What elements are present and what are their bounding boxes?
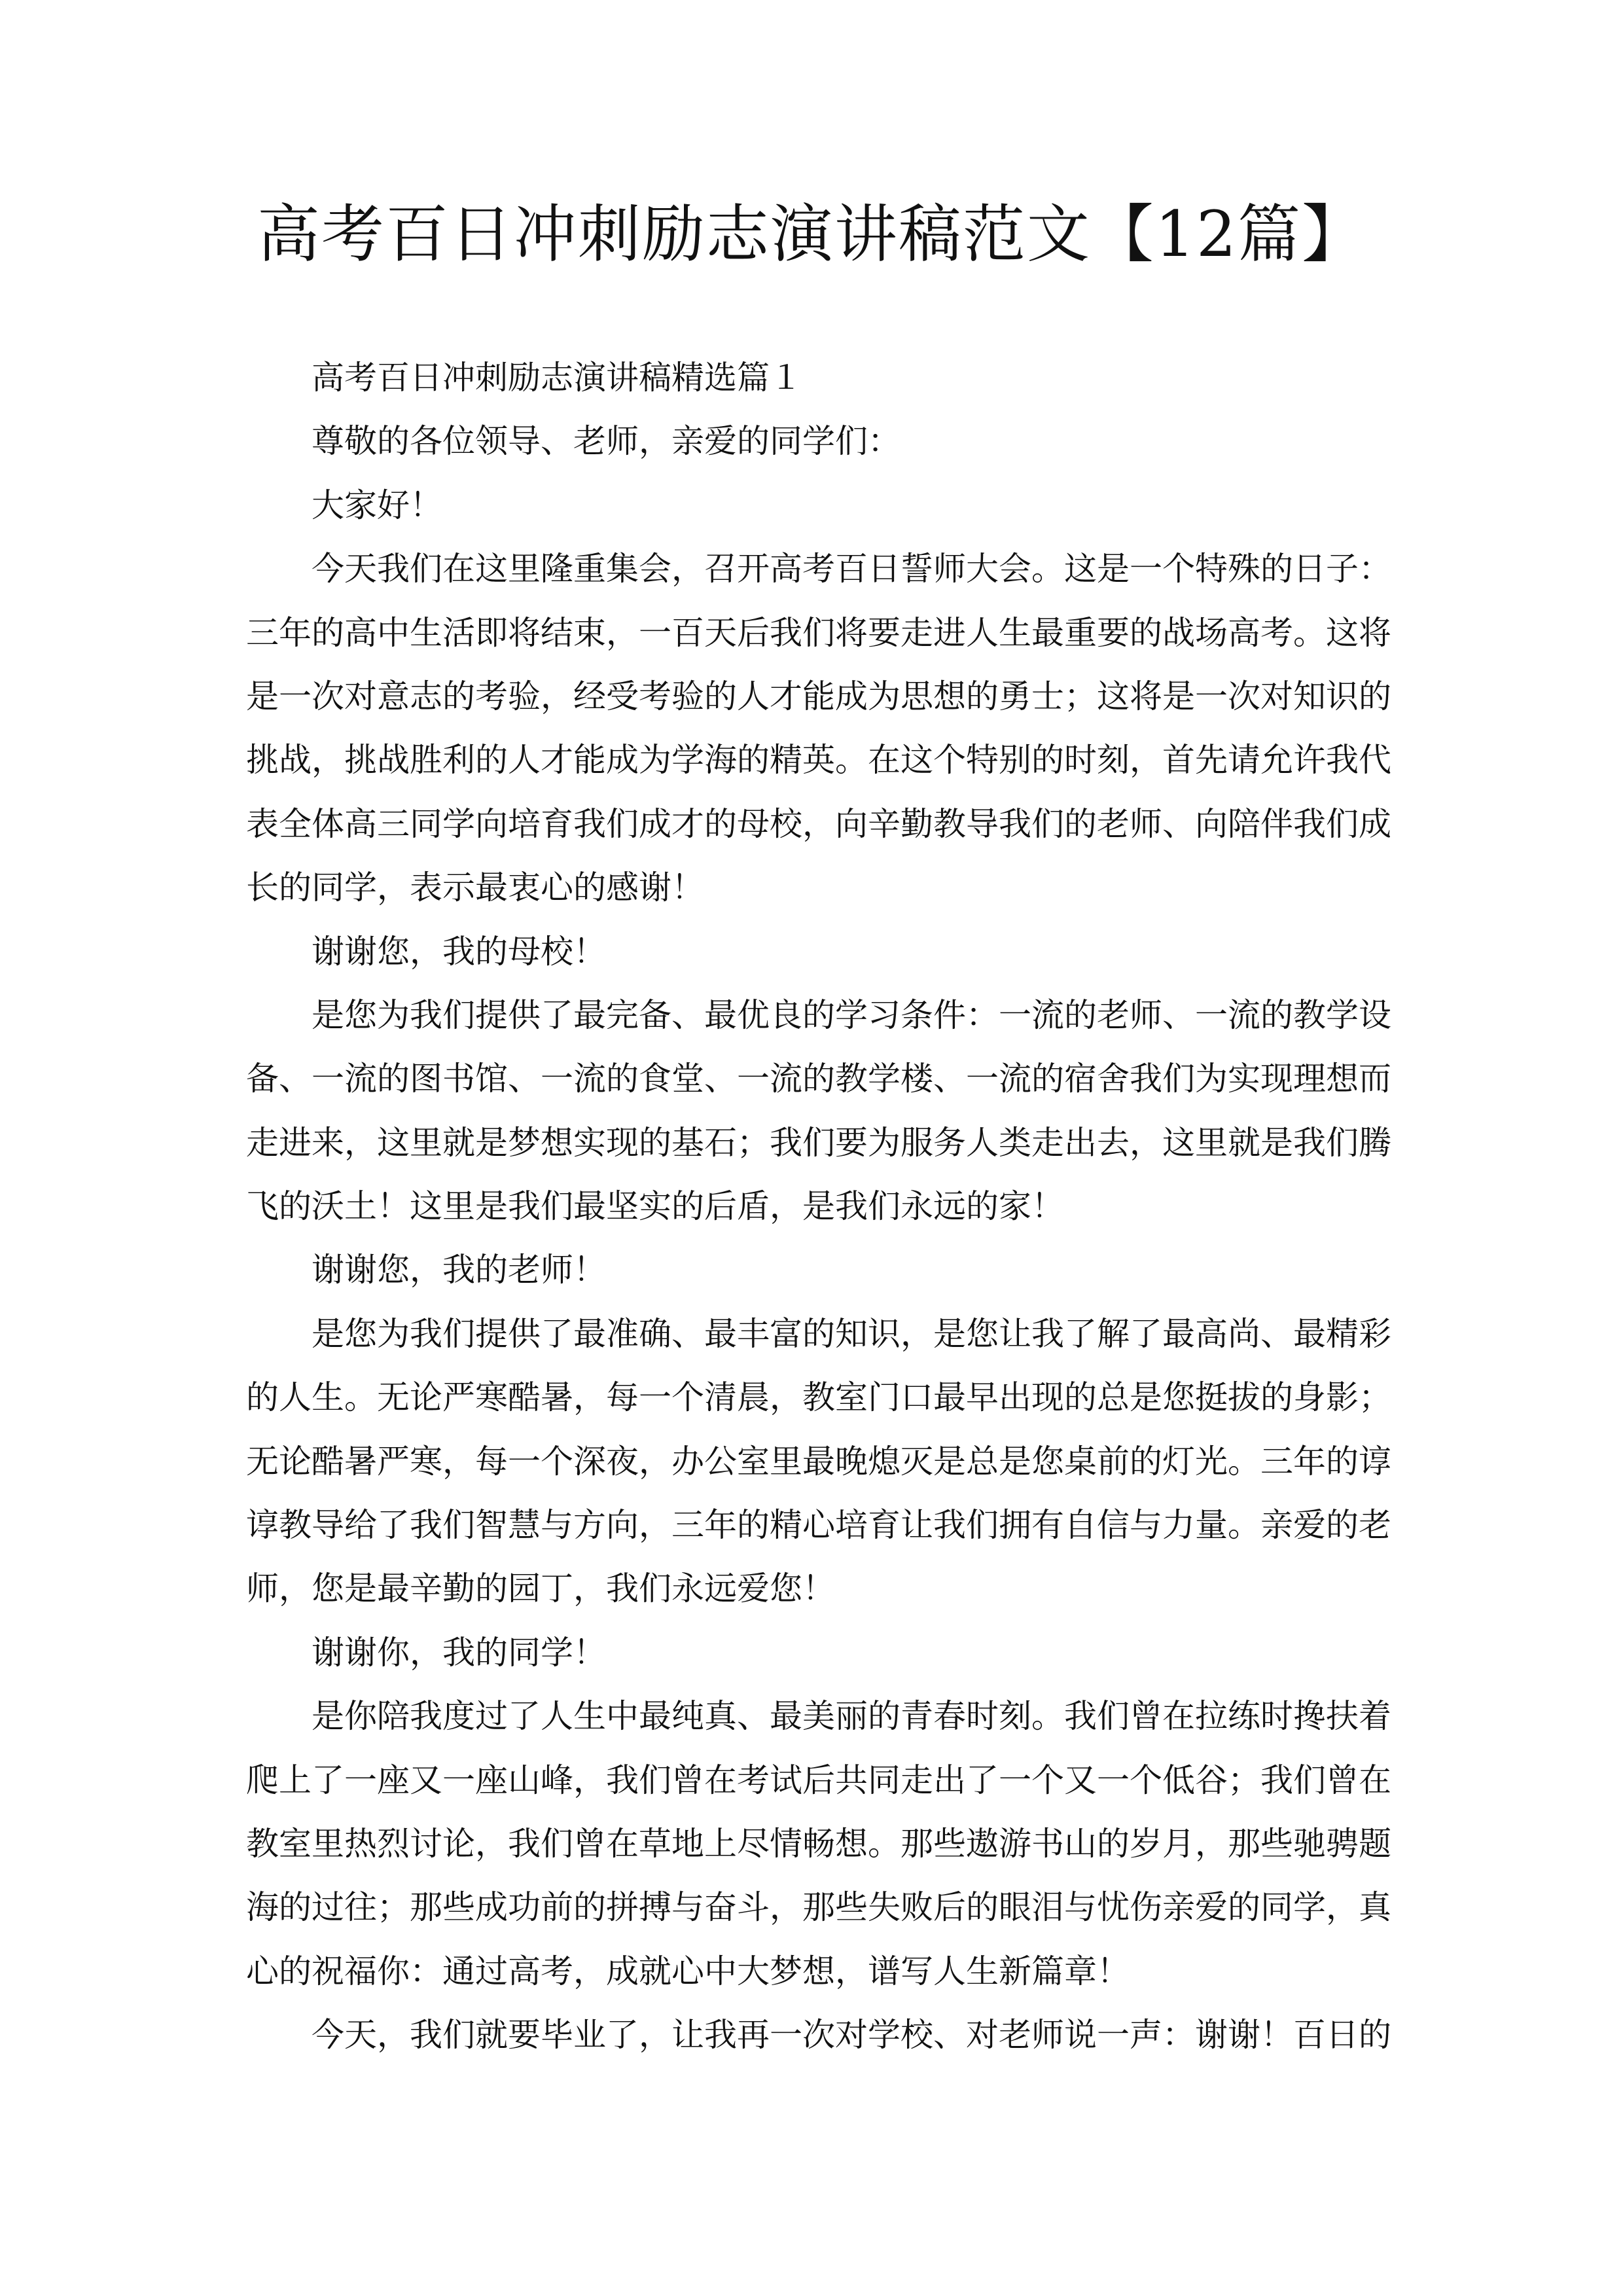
text-line: 无论酷暑严寒，每一个深夜，办公室里最晚熄灭是总是您桌前的灯光。三年的谆	[246, 1442, 1391, 1480]
text-line: 海的过往；那些成功前的拼搏与奋斗，那些失败后的眼泪与忧伤亲爱的同学，真	[246, 1888, 1391, 1927]
text-line: 尊敬的各位领导、老师，亲爱的同学们：	[312, 422, 901, 461]
text-line: 的人生。无论严寒酷暑，每一个清晨，教室门口最早出现的总是您挺拔的身影；	[246, 1378, 1391, 1417]
text-line: 是您为我们提供了最完备、最优良的学习条件：一流的老师、一流的教学设	[312, 996, 1391, 1034]
text-line: 备、一流的图书馆、一流的食堂、一流的教学楼、一流的宿舍我们为实现理想而	[246, 1060, 1391, 1098]
text-line: 三年的高中生活即将结束，一百天后我们将要走进人生最重要的战场高考。这将	[246, 613, 1391, 652]
text-line: 爬上了一座又一座山峰，我们曾在考试后共同走出了一个又一个低谷；我们曾在	[246, 1761, 1391, 1799]
text-line: 师，您是最辛勤的园丁，我们永远爱您！	[246, 1570, 835, 1608]
text-line: 表全体高三同学向培育我们成才的母校，向辛勤教导我们的老师、向陪伴我们成	[246, 804, 1391, 843]
section-heading: 高考百日冲刺励志演讲稿精选篇１	[312, 359, 802, 397]
text-line: 今天我们在这里隆重集会，召开高考百日誓师大会。这是一个特殊的日子：	[312, 550, 1391, 588]
text-line: 是您为我们提供了最准确、最丰富的知识，是您让我了解了最高尚、最精彩	[312, 1314, 1391, 1353]
text-line: 心的祝福你：通过高考，成就心中大梦想，谱写人生新篇章！	[246, 1952, 1130, 1990]
text-line: 挑战，挑战胜利的人才能成为学海的精英。在这个特别的时刻，首先请允许我代	[246, 741, 1391, 780]
text-line: 谢谢您，我的老师！	[312, 1251, 606, 1289]
text-line: 长的同学，表示最衷心的感谢！	[246, 869, 704, 907]
text-line: 谆教导给了我们智慧与方向，三年的精心培育让我们拥有自信与力量。亲爱的老	[246, 1506, 1391, 1545]
text-line: 走进来，这里就是梦想实现的基石；我们要为服务人类走出去，这里就是我们腾	[246, 1123, 1391, 1162]
text-line: 飞的沃土！这里是我们最坚实的后盾，是我们永远的家！	[246, 1187, 1064, 1226]
text-line: 教室里热烈讨论，我们曾在草地上尽情畅想。那些遨游书山的岁月，那些驰骋题	[246, 1824, 1391, 1863]
text-line: 谢谢你，我的同学！	[312, 1633, 606, 1672]
document-body	[246, 359, 1391, 2083]
text-line: 谢谢您，我的母校！	[312, 932, 606, 971]
text-line: 大家好！	[312, 486, 442, 524]
text-line: 是你陪我度过了人生中最纯真、最美丽的青春时刻。我们曾在拉练时搀扶着	[312, 1697, 1391, 1736]
text-line: 今天，我们就要毕业了，让我再一次对学校、对老师说一声：谢谢！百日的	[312, 2016, 1391, 2054]
text-line: 是一次对意志的考验，经受考验的人才能成为思想的勇士；这将是一次对知识的	[246, 677, 1391, 715]
document-title: 高考百日冲刺励志演讲稿范文【12篇】	[257, 198, 1366, 271]
